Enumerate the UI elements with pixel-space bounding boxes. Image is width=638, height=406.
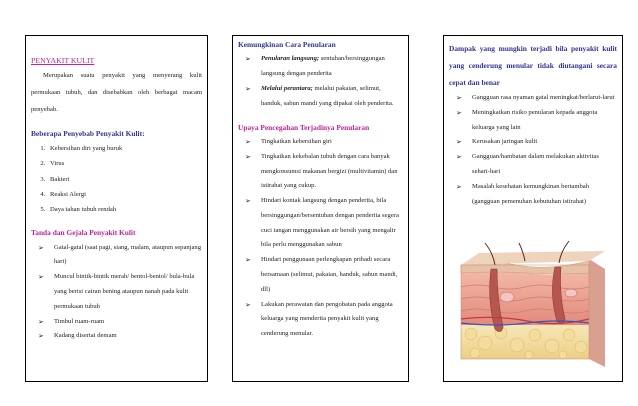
impacts-list [449, 91, 617, 209]
arrow-bullet-icon: ➢ [456, 182, 462, 191]
prevention-item: ➢ Tingkatkan kebersihan giri [238, 135, 403, 150]
symptom-item: ➢ Gatal-gatal (saat pagi, siang, malam, ataupun sepanjang hari) [31, 241, 202, 271]
impact-item: ➢ Gangguan rasa nyaman gatal meningkat/berlarut-larut [449, 91, 617, 106]
impact-item: ➢ Masalah kesehatan kemungkinan bertambah (gangguan pemenuhan kebutuhan istirahat) [449, 180, 617, 210]
arrow-bullet-icon: ➢ [245, 152, 251, 161]
arrow-bullet-icon: ➢ [456, 94, 462, 102]
impact-title: Dampak yang mungkin terjadi bila penyakit kulit yang cenderung menular tidak diutangani secara cepat dan benar [449, 44, 617, 87]
cause-item: 4. Reaksi Alergi [47, 187, 202, 202]
symptoms-title: Tanda dan Gejala Penyakit Kulit [31, 228, 136, 238]
cause-item: 5. Daya tahan tubuh rendah [47, 202, 202, 217]
prevention-item: ➢ Hindari penggunaan perlengkapan pribadi secara bersamaan (selimut, pakaian, handuk, sabun mandi, dll) [238, 253, 403, 297]
disease-title: PENYAKIT KULIT [31, 56, 95, 65]
symptoms-list [31, 241, 202, 345]
cause-item: 1. Kebersihan diri yang buruk [47, 141, 202, 156]
prevention-item: ➢ Tingkatkan kekebalan tubuh dengan cara banyak mengkonsumsi makanan bergizi (multivitamin) dan istirahat yang cukup. [238, 150, 403, 194]
arrow-bullet-icon: ➢ [245, 137, 251, 146]
impact-item: ➢ Kerusakan jaringan kulit [449, 135, 617, 150]
arrow-bullet-icon: ➢ [38, 332, 44, 341]
arrow-bullet-icon: ➢ [245, 197, 251, 206]
skin-cross-section-illustration [457, 239, 609, 373]
arrow-bullet-icon: ➢ [38, 273, 44, 282]
cause-item: 3. Bakteri [47, 172, 202, 187]
impact-item: ➢ Gangguan/hambatan dalam melakukan aktivitas sehari-hari [449, 150, 617, 180]
arrow-bullet-icon: ➢ [456, 138, 462, 147]
arrow-bullet-icon: ➢ [456, 153, 462, 162]
transmission-item: ➢ Melalui perantara; melalui pakaian, selimut, handuk, sabun mandi yang dipakai oleh penderita. [238, 82, 403, 112]
column-2 [232, 35, 409, 382]
column-1 [25, 35, 208, 382]
impact-item: ➢ Meningkatkan risiko penularan kepada anggota keluarga yang lain [449, 106, 617, 136]
arrow-bullet-icon: ➢ [456, 108, 462, 117]
prevention-item: ➢ Hindari kontak langsung dengan penderita, bila bersinggungan/bersentuhan dengan penderita segera cuci tangan menggunakan air bersih yang mengalir bila perlu menggunakan sabun [238, 194, 403, 253]
arrow-bullet-icon: ➢ [245, 84, 251, 93]
causes-title: Beberapa Penyebab Penyakit Kulit: [31, 128, 145, 138]
prevention-item: ➢ Lakukan perawatan dan pengobatan pada anggota keluarga yang menderita penyakit kulit yang cenderung menular. [238, 298, 403, 342]
transmission-list [238, 52, 403, 111]
arrow-bullet-icon: ➢ [38, 317, 44, 326]
arrow-bullet-icon: ➢ [245, 300, 251, 309]
prevention-list [238, 135, 403, 342]
prevention-title: Upaya Pencegahan Terjadinya Penularan [238, 122, 370, 132]
symptom-item: ➢ Kadang disertai demam [31, 329, 202, 344]
symptom-item: ➢ Muncul bintik-bintik merah/ bentol-bentol/ bula-bula yang berisi cairan bening ataupun nanah pada kulit permukaan tubuh [31, 270, 202, 314]
cause-item: 2. Virus [47, 156, 202, 171]
transmission-title: Kemungkinan Cara Penularan [238, 40, 336, 49]
arrow-bullet-icon: ➢ [245, 256, 251, 265]
disease-description: Merupakan suatu penyakit yang menyerang kulit permukaan tubuh, dan disebabkan oleh berbagai macam penyebab. [31, 71, 202, 113]
arrow-bullet-icon: ➢ [38, 243, 44, 252]
arrow-bullet-icon: ➢ [245, 55, 251, 64]
symptom-item: ➢ Timbul ruam-ruam [31, 315, 202, 330]
causes-list [31, 141, 202, 217]
transmission-item: ➢ Penularan langsung; sentuhan/bersinggungan langsung dengan penderita [238, 52, 403, 82]
